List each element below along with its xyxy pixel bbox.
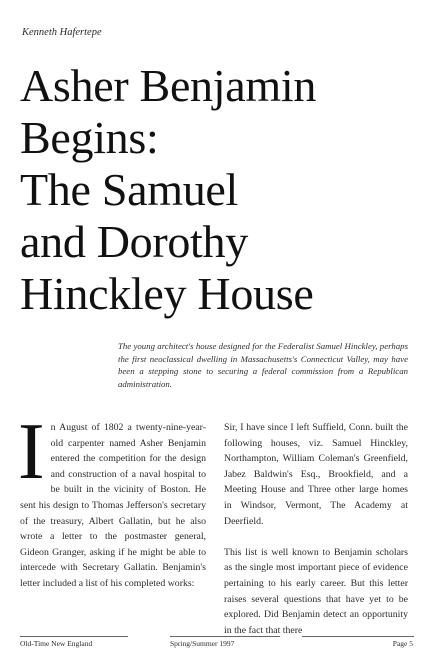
- footer-publication: Old-Time New England: [20, 639, 93, 648]
- title-line: and Dorothy: [20, 216, 248, 267]
- page-footer: [20, 636, 413, 648]
- title-line: Asher Benjamin: [20, 60, 317, 111]
- footer-page-number: Page 5: [392, 639, 413, 648]
- title-line: The Samuel: [20, 164, 238, 215]
- article-title: [20, 60, 415, 320]
- title-line: Hinckley House: [20, 268, 314, 319]
- body-paragraph: This list is well known to Benjamin scholars as the single most important piece of evidence pertaining to his early career. But this letter raises several questions that have yet to be explored. Did Benjamin detect an opportunity in the fact that there: [224, 546, 408, 636]
- drop-cap: I: [18, 408, 45, 496]
- footer-rule: [20, 636, 128, 637]
- footer-rule: [170, 636, 280, 637]
- author-byline: Kenneth Hafertepe: [22, 27, 102, 38]
- body-paragraph: n August of 1802 a twenty-nine-year-old carpenter named Asher Benjamin entered the competition for the design and construction of a naval hospital to be built in the vicinity of Boston. He sent his design to Thomas Jefferson's secretary of the treasury, Albert Gallatin, but he also wrote a letter to the postmaster general, Gideon Granger, asking if he might be able to intercede with Secretary Gallatin. Benjamin's letter included a list of his completed works:: [20, 422, 206, 589]
- article-deck: The young architect's house designed for the Federalist Samuel Hinckley, perhaps the first neoclassical dwelling in Massachusetts's Connecticut Valley, may have been a stepping stone to securing a federal commission from a Republican administration.: [118, 341, 408, 389]
- title-line: Begins:: [20, 112, 159, 163]
- body-column-left: [18, 408, 206, 592]
- footer-issue: Spring/Summer 1997: [170, 639, 235, 648]
- body-column-right: [224, 420, 408, 638]
- letter-quote: Sir, I have since I left Suffield, Conn. built the following houses, viz. Samuel Hinckley, Northampton, William Coleman's Greenfield, Jabez Baldwin's Esq., Brookfield, and a Meeting House and Three other large homes in Windsor, Vermont, The Academy at Deerfield.: [224, 422, 408, 527]
- footer-rule: [302, 636, 414, 637]
